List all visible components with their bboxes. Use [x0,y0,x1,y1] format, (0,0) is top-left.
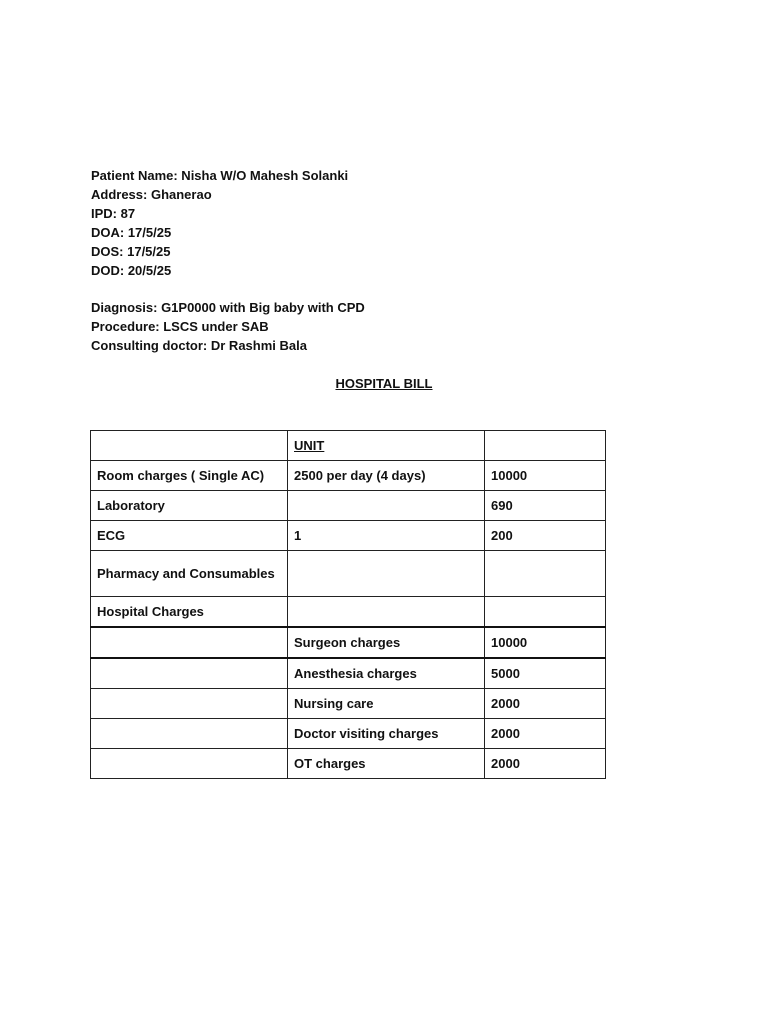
amount-cell: 690 [485,491,606,521]
amount-cell: 10000 [485,627,606,658]
item-cell: Hospital Charges [91,597,288,628]
item-cell: Pharmacy and Consumables [91,551,288,597]
unit-cell [288,597,485,628]
amount-cell: 5000 [485,658,606,689]
header-cell [485,431,606,461]
item-cell [91,689,288,719]
table-row [91,461,606,491]
table-row [91,689,606,719]
table-row [91,749,606,779]
table-row [91,551,606,597]
item-cell [91,719,288,749]
item-cell: Laboratory [91,491,288,521]
item-cell: Room charges ( Single AC) [91,461,288,491]
amount-cell: 2000 [485,749,606,779]
item-cell [91,749,288,779]
procedure: Procedure: LSCS under SAB [91,319,269,334]
unit-cell [288,551,485,597]
ipd-number: IPD: 87 [91,206,136,221]
header-cell [91,431,288,461]
amount-cell: 2000 [485,719,606,749]
table-row [91,627,606,658]
item-cell [91,658,288,689]
patient-address: Address: Ghanerao [91,187,212,202]
amount-cell: 2000 [485,689,606,719]
diagnosis: Diagnosis: G1P0000 with Big baby with CPD [91,300,365,315]
date-of-discharge: DOD: 20/5/25 [91,263,172,278]
patient-info-block [91,166,651,355]
bill-table [90,430,606,779]
table-header-row [91,431,606,461]
unit-cell: 2500 per day (4 days) [288,461,485,491]
spacer [91,280,651,298]
consulting-doctor: Consulting doctor: Dr Rashmi Bala [91,338,307,353]
patient-name: Patient Name: Nisha W/O Mahesh Solanki [91,168,349,183]
amount-cell [485,551,606,597]
table-row [91,521,606,551]
amount-cell: 200 [485,521,606,551]
table-row [91,658,606,689]
amount-cell [485,597,606,628]
unit-cell: Nursing care [288,689,485,719]
table-row [91,491,606,521]
unit-cell: 1 [288,521,485,551]
item-cell: ECG [91,521,288,551]
amount-cell: 10000 [485,461,606,491]
unit-cell: Surgeon charges [288,627,485,658]
unit-cell: Anesthesia charges [288,658,485,689]
table-row [91,719,606,749]
unit-cell: OT charges [288,749,485,779]
unit-cell [288,491,485,521]
bill-title: HOSPITAL BILL [335,376,433,391]
header-cell-unit: UNIT [288,431,485,461]
table-row [91,597,606,628]
unit-cell: Doctor visiting charges [288,719,485,749]
date-of-admission: DOA: 17/5/25 [91,225,172,240]
date-of-surgery: DOS: 17/5/25 [91,244,171,259]
item-cell [91,627,288,658]
